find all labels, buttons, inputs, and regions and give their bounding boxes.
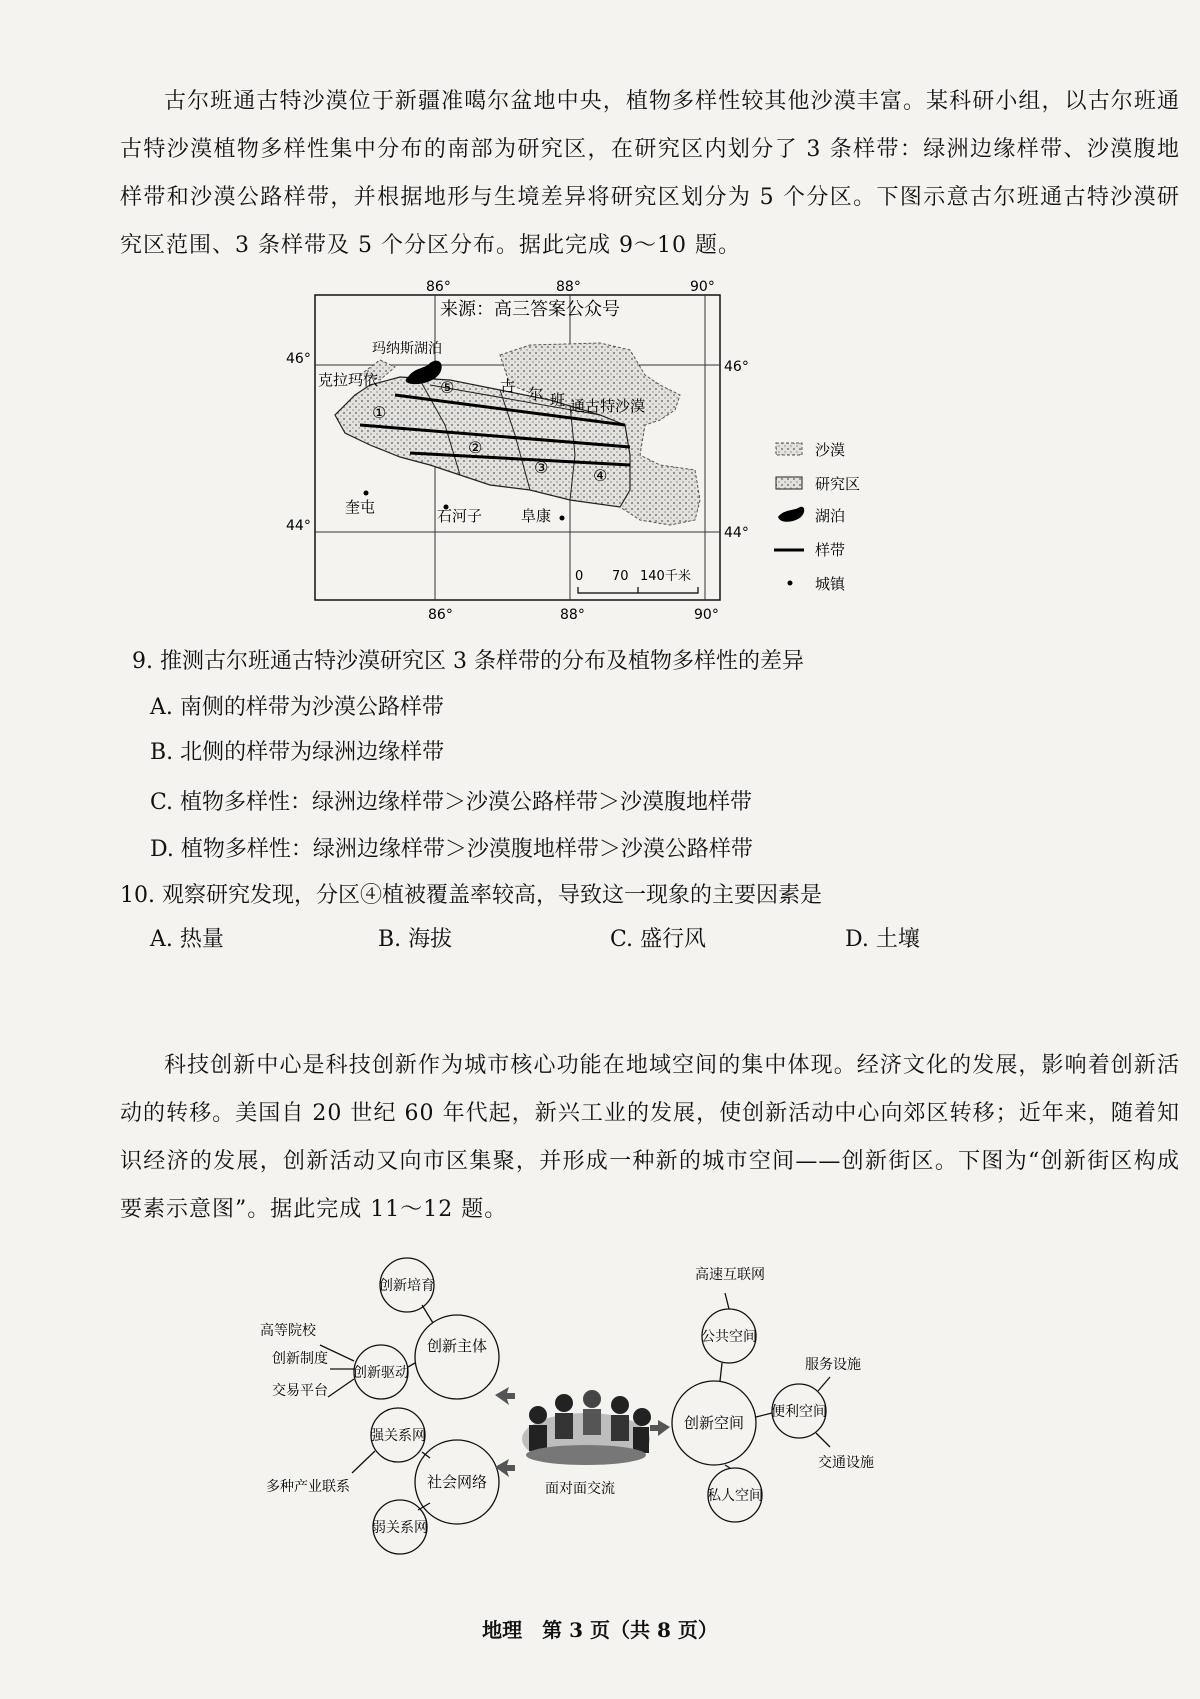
legend-research-swatch [776, 477, 802, 489]
zone-label: ⑤ [440, 378, 455, 397]
passage-2: 科技创新中心是科技创新作为城市核心功能在地域空间的集中体现。经济文化的发展，影响着创新活动的转移。美国自 20 世纪 60 年代起，新兴工业的发展，使创新活动中心向郊区转移；近年来，随着知识经济的发展，创新活动又向市区集聚，并形成一种新的城市空间——创新街区。下图为“创新街区构成要素示意图”。据此完成 11～12 题。 [120, 1053, 1180, 1222]
zone-label: ① [372, 403, 387, 422]
label-drive-item: 交易平台 [272, 1383, 328, 1399]
label-transport: 交通设施 [818, 1455, 874, 1471]
label-private: 私人空间 [707, 1488, 763, 1504]
q10-option-d[interactable]: D. 土壤 [845, 927, 920, 952]
zone-label: ③ [534, 458, 549, 477]
legend-town-swatch [788, 581, 793, 586]
passage-1: 古尔班通古特沙漠位于新疆准噶尔盆地中央，植物多样性较其他沙漠丰富。某科研小组，以古尔班通古特沙漠植物多样性集中分布的南部为研究区，在研究区内划分了 3 条样带：绿洲边缘样带、沙漠腹地样带和沙漠公路样带，并根据地形与生境差异将研究区划分为 5 个分区。下图示意古尔班通古特沙漠研究区范围、3 条样带及 5 个分区分布。据此完成 9～10 题。 [120, 89, 1180, 258]
label-space: 创新空间 [683, 1414, 745, 1432]
q9-option-d[interactable]: D. 植物多样性：绿洲边缘样带＞沙漠腹地样带＞沙漠公路样带 [150, 837, 753, 862]
town-name-karamay: 克拉玛依 [318, 371, 379, 389]
lat-label: 44° [724, 525, 749, 541]
label-public: 公共空间 [701, 1329, 757, 1345]
lon-label: 88° [560, 607, 585, 623]
town-dot [560, 516, 565, 521]
lon-label: 90° [690, 279, 715, 295]
q9-stem: 9. 推测古尔班通古特沙漠研究区 3 条样带的分布及植物多样性的差异 [132, 649, 804, 674]
scale-end: 140千米 [640, 569, 691, 584]
label-strong: 强关系网 [370, 1428, 426, 1444]
town-label [318, 371, 378, 389]
desert-label: 通古特沙漠 [570, 397, 646, 415]
zone-label: ② [468, 438, 483, 457]
lon-label: 86° [428, 607, 453, 623]
town-dot [364, 491, 369, 496]
zone-label: ④ [593, 466, 608, 485]
lat-label: 46° [286, 351, 311, 367]
label-drive: 创新驱动 [353, 1365, 409, 1381]
label-drive-item: 创新制度 [272, 1351, 328, 1367]
legend-desert-label: 沙漠 [815, 441, 846, 459]
q10-stem: 10. 观察研究发现，分区④植被覆盖率较高，导致这一现象的主要因素是 [120, 883, 822, 908]
meeting-illustration [522, 1390, 651, 1465]
q9-option-a[interactable]: A. 南侧的样带为沙漠公路样带 [150, 695, 444, 720]
label-service: 服务设施 [805, 1357, 861, 1373]
label-weak: 弱关系网 [372, 1520, 428, 1536]
arrow-right-icon [495, 1387, 515, 1405]
legend-research-label: 研究区 [815, 475, 861, 493]
label-subject: 创新主体 [426, 1337, 488, 1355]
label-internet: 高速互联网 [695, 1267, 765, 1283]
label-center: 面对面交流 [545, 1481, 615, 1497]
legend-lake-label: 湖泊 [815, 507, 846, 525]
page-footer: 地理 第 3 页（共 8 页） [482, 1618, 718, 1642]
town-label: 石河子 [437, 507, 483, 525]
label-drive-item: 高等院校 [260, 1323, 316, 1339]
desert-map [286, 279, 920, 660]
scale-mid: 70 [612, 569, 629, 584]
map-source: 来源：高三答案公众号 [440, 299, 620, 320]
innovation-district-diagram [260, 1245, 970, 1555]
q9-option-c[interactable]: C. 植物多样性：绿洲边缘样带＞沙漠公路样带＞沙漠腹地样带 [150, 790, 753, 815]
label-social: 社会网络 [426, 1473, 488, 1491]
q9-option-b[interactable]: B. 北侧的样带为绿洲边缘样带 [150, 740, 445, 765]
lon-label: 88° [556, 279, 581, 295]
town-label: 阜康 [521, 507, 552, 525]
desert-label: 班 [550, 391, 566, 409]
label-convenient: 便利空间 [771, 1404, 827, 1420]
node-subject [415, 1315, 499, 1399]
label-industry: 多种产业联系 [266, 1479, 350, 1495]
desert-label: 古 [500, 377, 516, 395]
town-label: 奎屯 [345, 498, 376, 516]
q10-option-b[interactable]: B. 海拔 [378, 927, 453, 952]
legend-desert-swatch [776, 443, 802, 455]
lat-label: 46° [724, 359, 749, 375]
lake-label: 玛纳斯湖泊 [372, 341, 442, 357]
q10-option-c[interactable]: C. 盛行风 [610, 927, 707, 952]
legend-transect-label: 样带 [815, 541, 846, 559]
desert-label: 尔 [528, 385, 544, 403]
legend-lake-swatch [778, 507, 804, 522]
arrow-left-icon [650, 1420, 670, 1436]
label-cultivate: 创新培育 [379, 1278, 435, 1294]
scale-zero: 0 [575, 569, 584, 584]
legend-town-label: 城镇 [815, 575, 846, 593]
q10-option-a[interactable]: A. 热量 [150, 927, 224, 952]
lon-label: 86° [426, 279, 451, 295]
lon-label: 90° [694, 607, 719, 623]
lat-label: 44° [286, 518, 311, 534]
